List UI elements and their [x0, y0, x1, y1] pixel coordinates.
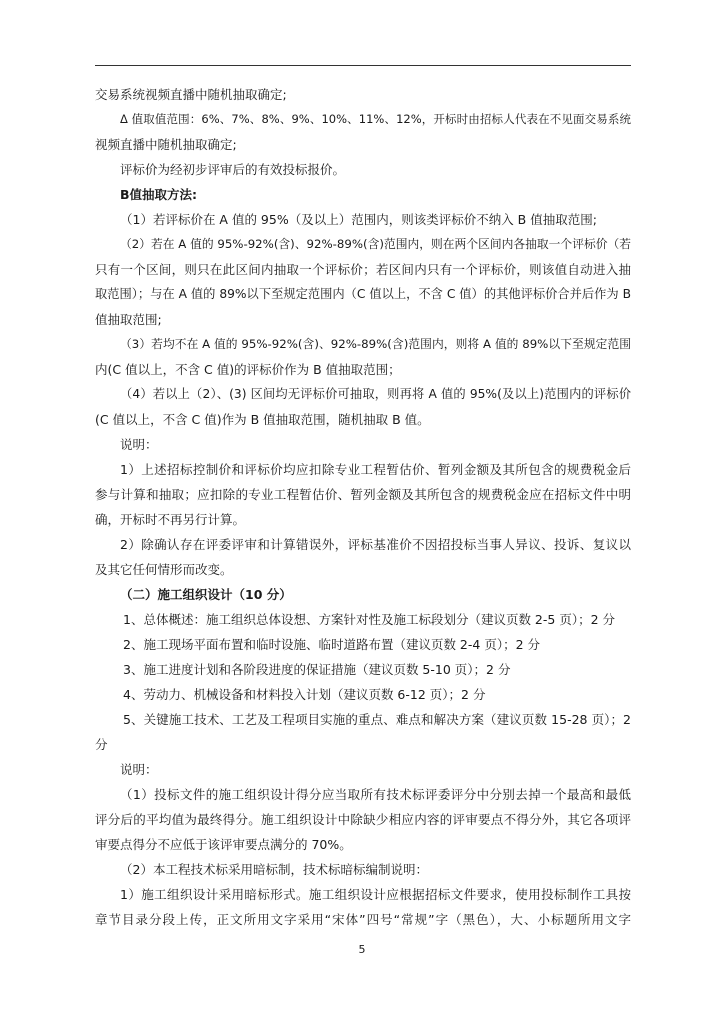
paragraph-line: 1）上述招标控制价和评标价均应扣除专业工程暂估价、暂列金额及其所包含的规费税金后: [120, 462, 631, 477]
header-rule: [95, 65, 631, 66]
paragraph-line: 参与计算和抽取；应扣除的专业工程暂估价、暂列金额及其所包含的规费税金应在招标文件中明: [95, 487, 631, 502]
list-item: 2、施工现场平面布置和临时设施、临时道路布置（建议页数 2-4 页）；2 分: [123, 637, 540, 652]
paragraph-line: 确，开标时不再另行计算。: [95, 512, 246, 527]
list-item: 3、施工进度计划和各阶段进度的保证措施（建议页数 5-10 页）；2 分: [123, 662, 511, 677]
list-item: 5、关键施工技术、工艺及工程项目实施的重点、难点和解决方案（建议页数 15-28 页）；2: [123, 712, 631, 727]
paragraph-line: 1）施工组织设计采用暗标形式。施工组织设计应根据招标文件要求，使用投标制作工具按: [120, 887, 631, 902]
paragraph-line: 及其它任何情形而改变。: [95, 562, 233, 577]
paragraph-line: 分: [95, 737, 108, 752]
list-item: 4、劳动力、机械设备和材料投入计划（建议页数 6-12 页）；2 分: [123, 687, 486, 702]
paragraph-line: 交易系统视频直播中随机抽取确定;: [95, 87, 287, 102]
paragraph-line: 审要点得分不应低于该评审要点满分的 70%。: [95, 837, 352, 852]
paragraph-line: （2）本工程技术标采用暗标制，技术标暗标编制说明：: [120, 862, 428, 877]
paragraph-line: 内(C 值以上，不含 C 值)的评标价作为 B 值抽取范围；: [95, 362, 401, 377]
list-item: 1、总体概述：施工组织总体设想、方案针对性及施工标段划分（建议页数 2-5 页）；2 分: [123, 612, 615, 627]
section-heading: B值抽取方法:: [120, 187, 198, 202]
paragraph-line: 视频直播中随机抽取确定;: [95, 137, 237, 152]
paragraph-line: 只有一个区间，则只在此区间内抽取一个评标价；若区间内只有一个评标价，则该值自动进入抽: [95, 262, 631, 277]
paragraph-line: （1）若评标价在 A 值的 95%（及以上）范围内，则该类评标价不纳入 B 值抽取范围;: [120, 212, 597, 227]
paragraph-line: 取范围）；与在 A 值的 89%以下至规定范围内（C 值以上，不含 C 值）的其他评标价合并后作为 B: [95, 287, 631, 301]
paragraph-line: 值抽取范围;: [95, 312, 162, 327]
paragraph-line: （1）投标文件的施工组织设计得分应当取所有技术标评委评分中分别去掉一个最高和最低: [120, 787, 631, 802]
page-number: 5: [358, 943, 366, 956]
section-heading: （二）施工组织设计（10 分）: [120, 587, 292, 602]
document-body: [95, 85, 631, 935]
paragraph-line: 2）除确认存在评委评审和计算错误外，评标基准价不因招投标当事人异议、投诉、复议以: [120, 537, 631, 552]
paragraph-line: Δ 值取值范围：6%、7%、8%、9%、10%、11%、12%，开标时由招标人代表在不见面交易系统: [120, 112, 631, 126]
paragraph-line: 说明：: [120, 762, 158, 777]
paragraph-line: (C 值以上，不含 C 值)作为 B 值抽取范围，随机抽取 B 值。: [95, 412, 430, 427]
paragraph-line: 评标价为经初步评审后的有效投标报价。: [120, 162, 346, 177]
paragraph-line: （4）若以上（2）、(3) 区间均无评标价可抽取，则再将 A 值的 95%(及以上)范围内的评标价: [120, 387, 631, 401]
paragraph-line: 章节目录分段上传，正文所用文字采用“宋体”四号“常规”字（黑色），大、小标题所用文字: [95, 912, 631, 927]
paragraph-line: 评分后的平均值为最终得分。施工组织设计中除缺少相应内容的评审要点不得分外，其它各项评: [95, 812, 631, 827]
paragraph-line: （2）若在 A 值的 95%-92%(含)、92%-89%(含)范围内，则在两个区间内各抽取一个评标价（若: [120, 237, 631, 251]
paragraph-line: 说明：: [120, 437, 158, 452]
paragraph-line: （3）若均不在 A 值的 95%-92%(含)、92%-89%(含)范围内，则将 A 值的 89%以下至规定范围: [120, 337, 631, 351]
